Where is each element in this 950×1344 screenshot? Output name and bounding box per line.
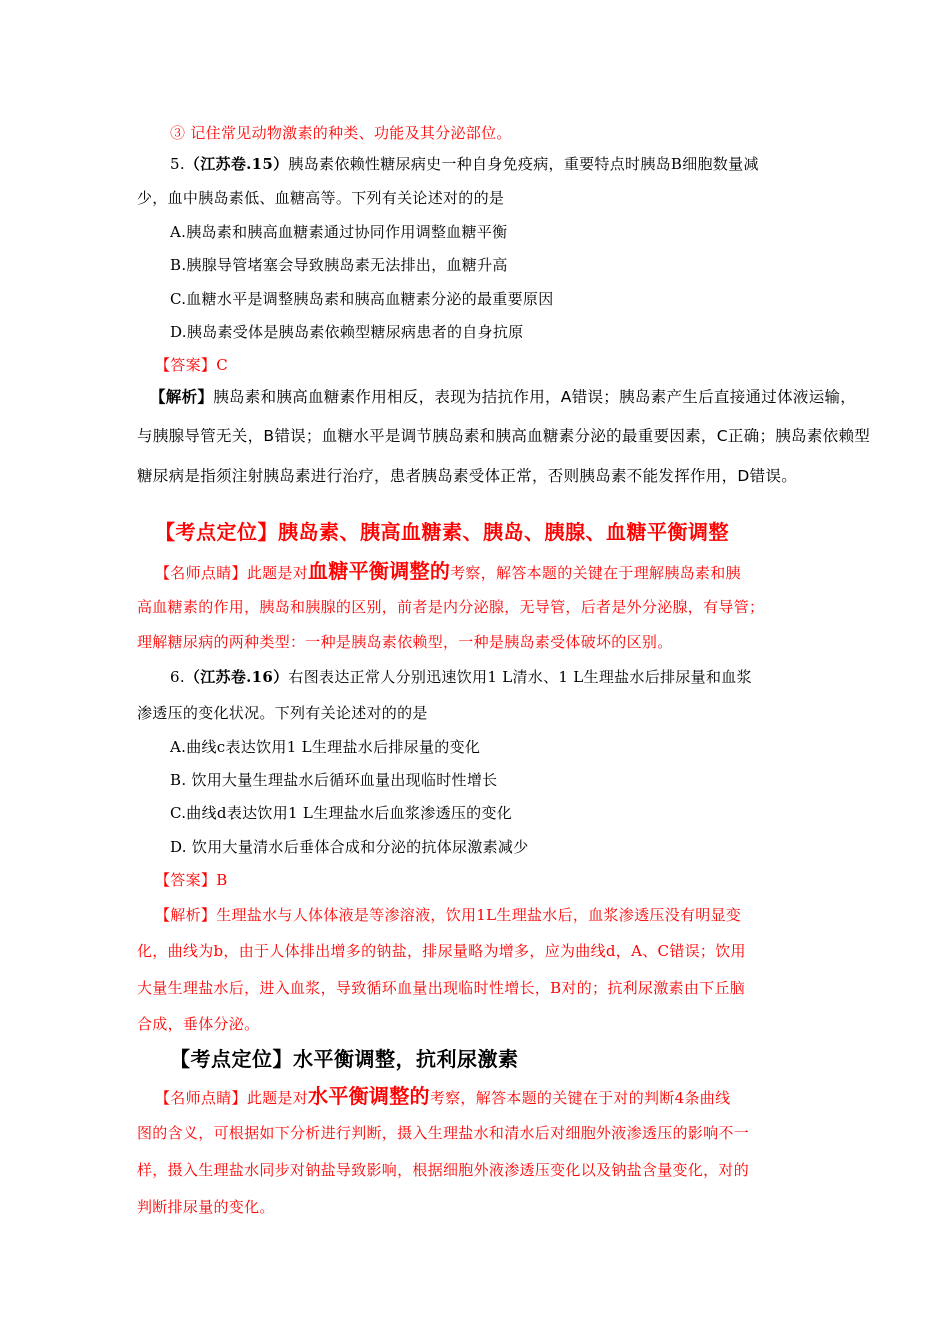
q5-answer-label: 【答案】 <box>155 356 217 374</box>
q6-answer-value: B <box>216 871 228 889</box>
q6-answer-label: 【答案】 <box>155 871 217 889</box>
q5-option-d: D.胰岛素受体是胰岛素依赖型糖尿病患者的自身抗原 <box>170 323 524 341</box>
q6-answer <box>155 869 228 891</box>
q5-tip-line-2: 高血糖素的作用，胰岛和胰腺的区别，前者是内分泌腺，无导管，后者是外分泌腺，有导管； <box>137 598 765 616</box>
q6-tip-line-3: 样，摄入生理盐水同步对钠盐导致影响，根据细胞外液渗透压变化以及钠盐含量变化，对的 <box>137 1161 750 1179</box>
q5-tip-key: 血糖平衡调整的 <box>308 559 451 583</box>
q6-tip-line-1 <box>155 1085 730 1109</box>
q6-analysis-line-2: 化，曲线为b，由于人体排出增多的钠盐，排尿量略为增多，应为曲线d，A、C错误；饮用 <box>137 942 746 960</box>
q5-answer-value: C <box>216 356 228 374</box>
q6-number: 6. <box>170 668 185 686</box>
q5-analysis-line-1 <box>150 386 856 408</box>
q6-option-b: B. 饮用大量生理盐水后循环血量出现临时性增长 <box>170 771 498 789</box>
q5-option-a: A.胰岛素和胰高血糖素通过协同作用调整血糖平衡 <box>170 223 508 241</box>
q6-analysis-line-4: 合成，垂体分泌。 <box>137 1015 260 1033</box>
q5-analysis-line-2: 与胰腺导管无关，B错误；血糖水平是调节胰岛素和胰高血糖素分泌的最重要因素，C正确；胰岛素依赖型 <box>137 427 871 445</box>
q5-answer <box>155 354 228 376</box>
q6-analysis-line-1 <box>155 904 741 926</box>
q5-option-b: B.胰腺导管堵塞会导致胰岛素无法排出，血糖升高 <box>170 256 508 274</box>
q6-analysis-label: 【解析】 <box>155 906 217 924</box>
q6-tip-post: 考察，解答本题的关键在于对的判断4条曲线 <box>429 1089 731 1107</box>
q5-stem-line-2: 少，血中胰岛素低、血糖高等。下列有关论述对的的是 <box>137 189 505 207</box>
q6-stem-text-1: 右图表达正常人分别迅速饮用1 L清水、1 L生理盐水后排尿量和血浆 <box>288 668 752 686</box>
q5-source: （江苏卷.15） <box>184 155 289 173</box>
q5-stem-text-1: 胰岛素依赖性糖尿病史一种自身免疫病，重要特点时胰岛B细胞数量减 <box>288 155 759 173</box>
q5-tip-line-1 <box>155 560 741 584</box>
q6-tip-pre: 此题是对 <box>246 1089 309 1107</box>
q5-tip-label: 【名师点睛】 <box>155 564 247 582</box>
q6-tip-key: 水平衡调整的 <box>308 1084 430 1108</box>
q5-option-c: C.血糖水平是调整胰岛素和胰高血糖素分泌的最重要原因 <box>170 290 554 308</box>
q6-analysis-line-3: 大量生理盐水后，进入血浆，导致循环血量出现临时性增长，B对的；抗利尿激素由下丘脑 <box>137 979 746 997</box>
q5-analysis-line-3: 糖尿病是指须注射胰岛素进行治疗，患者胰岛素受体正常，否则胰岛素不能发挥作用，D错误。 <box>137 467 798 485</box>
q6-tip-label: 【名师点睛】 <box>155 1089 247 1107</box>
q6-stem-line-2: 渗透压的变化状况。下列有关论述对的的是 <box>137 704 428 722</box>
q5-number: 5. <box>170 155 185 173</box>
q6-kaodian-heading: 【考点定位】水平衡调整，抗利尿激素 <box>170 1047 519 1071</box>
q5-tip-pre: 此题是对 <box>246 564 309 582</box>
q6-analysis-text-1: 生理盐水与人体体液是等渗溶液，饮用1L生理盐水后，血浆渗透压没有明显变 <box>216 906 742 924</box>
q6-source: （江苏卷.16） <box>184 668 289 686</box>
q6-option-d: D. 饮用大量清水后垂体合成和分泌的抗体尿激素减少 <box>170 838 529 856</box>
q5-tip-line-3: 理解糖尿病的两种类型：一种是胰岛素依赖型，一种是胰岛素受体破坏的区别。 <box>137 633 673 651</box>
q5-analysis-text-1: 胰岛素和胰高血糖素作用相反，表现为拮抗作用，A错误；胰岛素产生后直接通过体液运输， <box>213 388 857 406</box>
q6-option-a: A.曲线c表达饮用1 L生理盐水后排尿量的变化 <box>170 738 481 756</box>
q6-tip-line-4: 判断排尿量的变化。 <box>137 1198 275 1216</box>
study-tip-line: ③ 记住常见动物激素的种类、功能及其分泌部位。 <box>170 124 512 142</box>
q5-analysis-label: 【解析】 <box>150 388 214 406</box>
q6-option-c: C.曲线d表达饮用1 L生理盐水后血浆渗透压的变化 <box>170 804 513 822</box>
q6-stem-line-1 <box>170 666 752 688</box>
q5-kaodian-heading: 【考点定位】胰岛素、胰高血糖素、胰岛、胰腺、血糖平衡调整 <box>155 520 729 544</box>
q6-tip-line-2: 图的含义，可根据如下分析进行判断，摄入生理盐水和清水后对细胞外液渗透压的影响不一 <box>137 1124 750 1142</box>
q5-stem-line-1 <box>170 153 759 175</box>
q5-tip-post: 考察，解答本题的关键在于理解胰岛素和胰 <box>450 564 741 582</box>
